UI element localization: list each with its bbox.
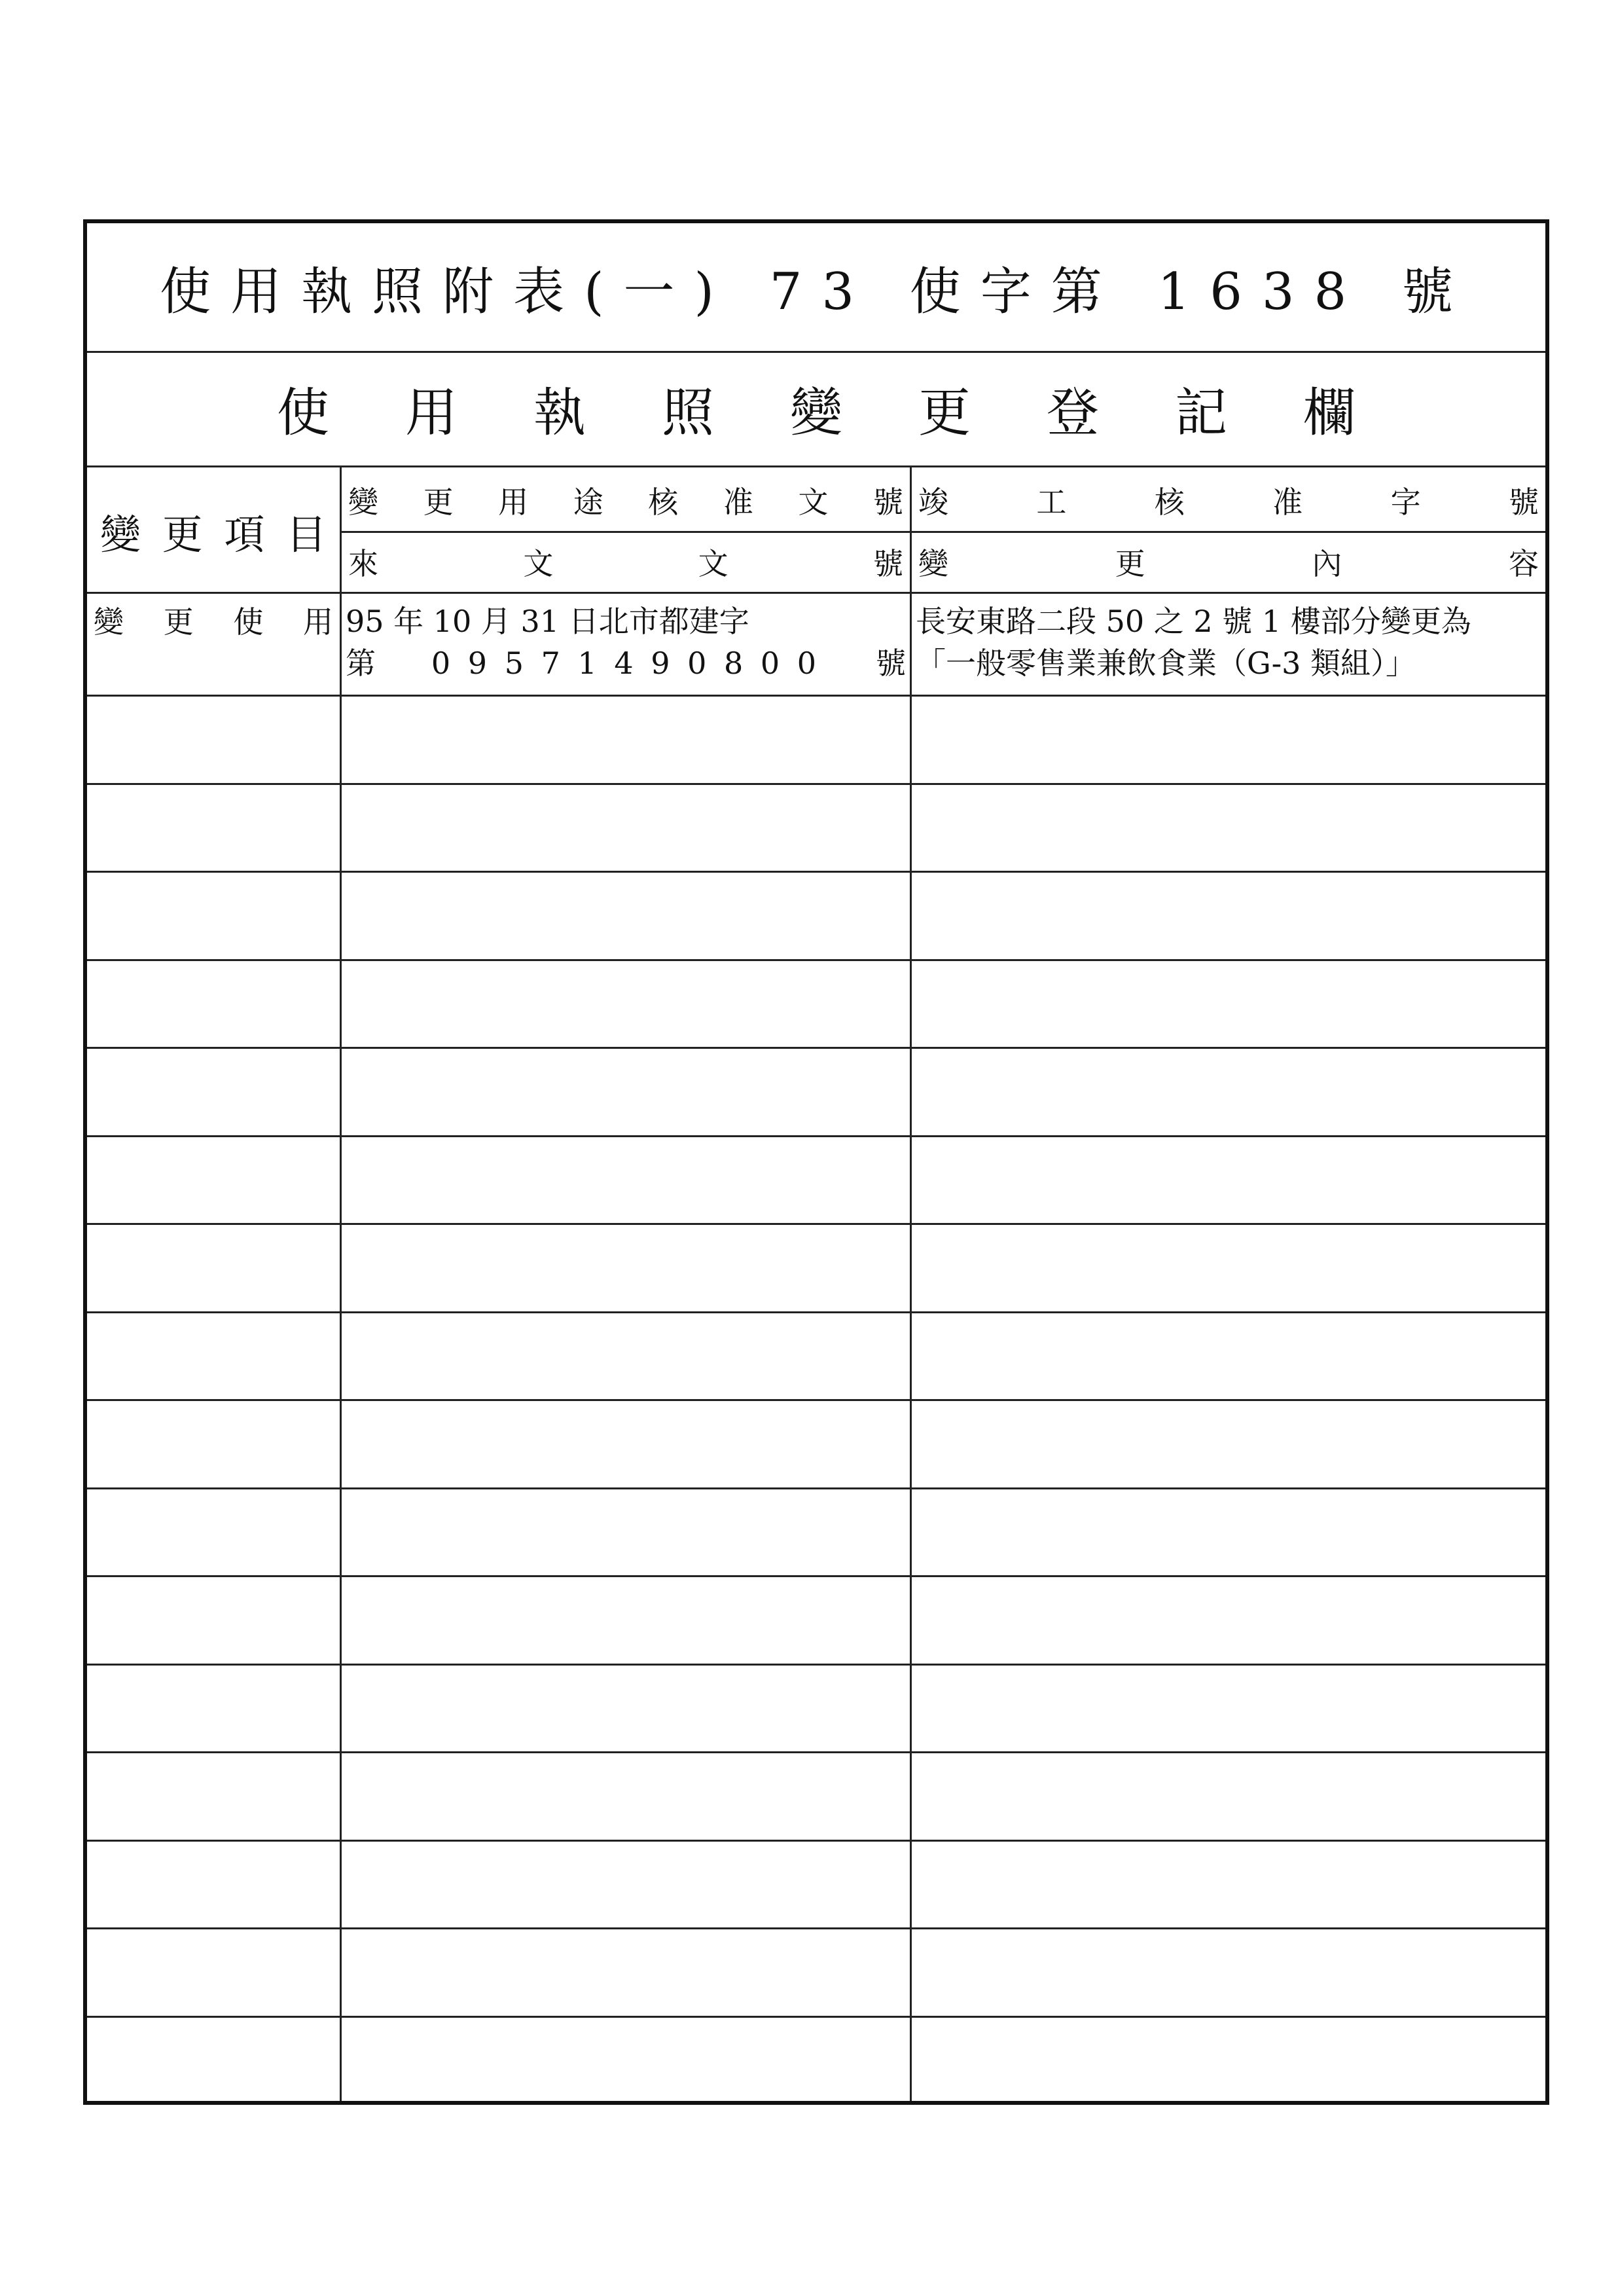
divider bbox=[87, 465, 1545, 467]
row-divider bbox=[87, 1399, 1545, 1401]
row-doc-number bbox=[346, 594, 910, 692]
doc-suffix: 號 bbox=[876, 646, 906, 681]
row-item: 變 更 使 用 bbox=[94, 604, 333, 640]
row-divider bbox=[87, 1927, 1545, 1929]
form-title: 使用執照附表(一) 73 使字第 1638 號 bbox=[160, 262, 1473, 321]
header-completion-no: 竣 工 核 准 字 號 bbox=[918, 484, 1539, 520]
row-divider bbox=[87, 1575, 1545, 1577]
content-line-2: 「一般零售業兼飲食業（G-3 類組）」 bbox=[916, 646, 1416, 681]
doc-prefix: 第 bbox=[346, 646, 376, 681]
row-divider bbox=[87, 959, 1545, 961]
row-divider bbox=[87, 871, 1545, 873]
row-divider bbox=[87, 1664, 1545, 1666]
doc-line-2 bbox=[346, 642, 910, 684]
subtitle-char: 執 bbox=[533, 382, 586, 443]
header-change-item: 變 更 項 目 bbox=[100, 510, 327, 558]
row-divider bbox=[87, 783, 1545, 785]
row-divider bbox=[87, 695, 1545, 697]
column-divider bbox=[910, 465, 912, 2101]
column-divider bbox=[340, 465, 342, 2101]
row-divider bbox=[87, 1751, 1545, 1753]
row-divider bbox=[87, 1840, 1545, 1842]
row-divider bbox=[87, 1047, 1545, 1049]
header-change-content: 變 更 內 容 bbox=[918, 545, 1539, 581]
row-divider bbox=[87, 1223, 1545, 1225]
header-incoming-doc-no: 來 文 文 號 bbox=[348, 545, 903, 581]
form-subtitle bbox=[87, 351, 1545, 465]
row-divider bbox=[87, 1135, 1545, 1137]
subtitle-char: 欄 bbox=[1303, 382, 1356, 443]
subtitle-char: 更 bbox=[918, 382, 971, 443]
subtitle-char: 記 bbox=[1175, 382, 1227, 443]
content-line-1: 長安東路二段 50 之 2 號 1 樓部分變更為 bbox=[916, 604, 1471, 639]
subtitle-char: 照 bbox=[662, 382, 714, 443]
row-divider bbox=[87, 2016, 1545, 2018]
header-approval-doc-no: 變 更 用 途 核 准 文 號 bbox=[348, 484, 903, 520]
subtitle-char: 登 bbox=[1047, 382, 1099, 443]
subtitle-char: 用 bbox=[405, 382, 458, 443]
row-change-content bbox=[916, 594, 1544, 692]
doc-line-1: 95 年 10 月 31 日北市都建字 bbox=[346, 604, 749, 639]
registration-form bbox=[83, 219, 1549, 2105]
row-divider bbox=[87, 1487, 1545, 1489]
subtitle-char: 變 bbox=[790, 382, 842, 443]
row-divider bbox=[87, 1311, 1545, 1313]
subtitle-char: 使 bbox=[277, 382, 329, 443]
doc-number: 0 9 5 7 1 4 9 0 8 0 0 bbox=[431, 646, 821, 681]
